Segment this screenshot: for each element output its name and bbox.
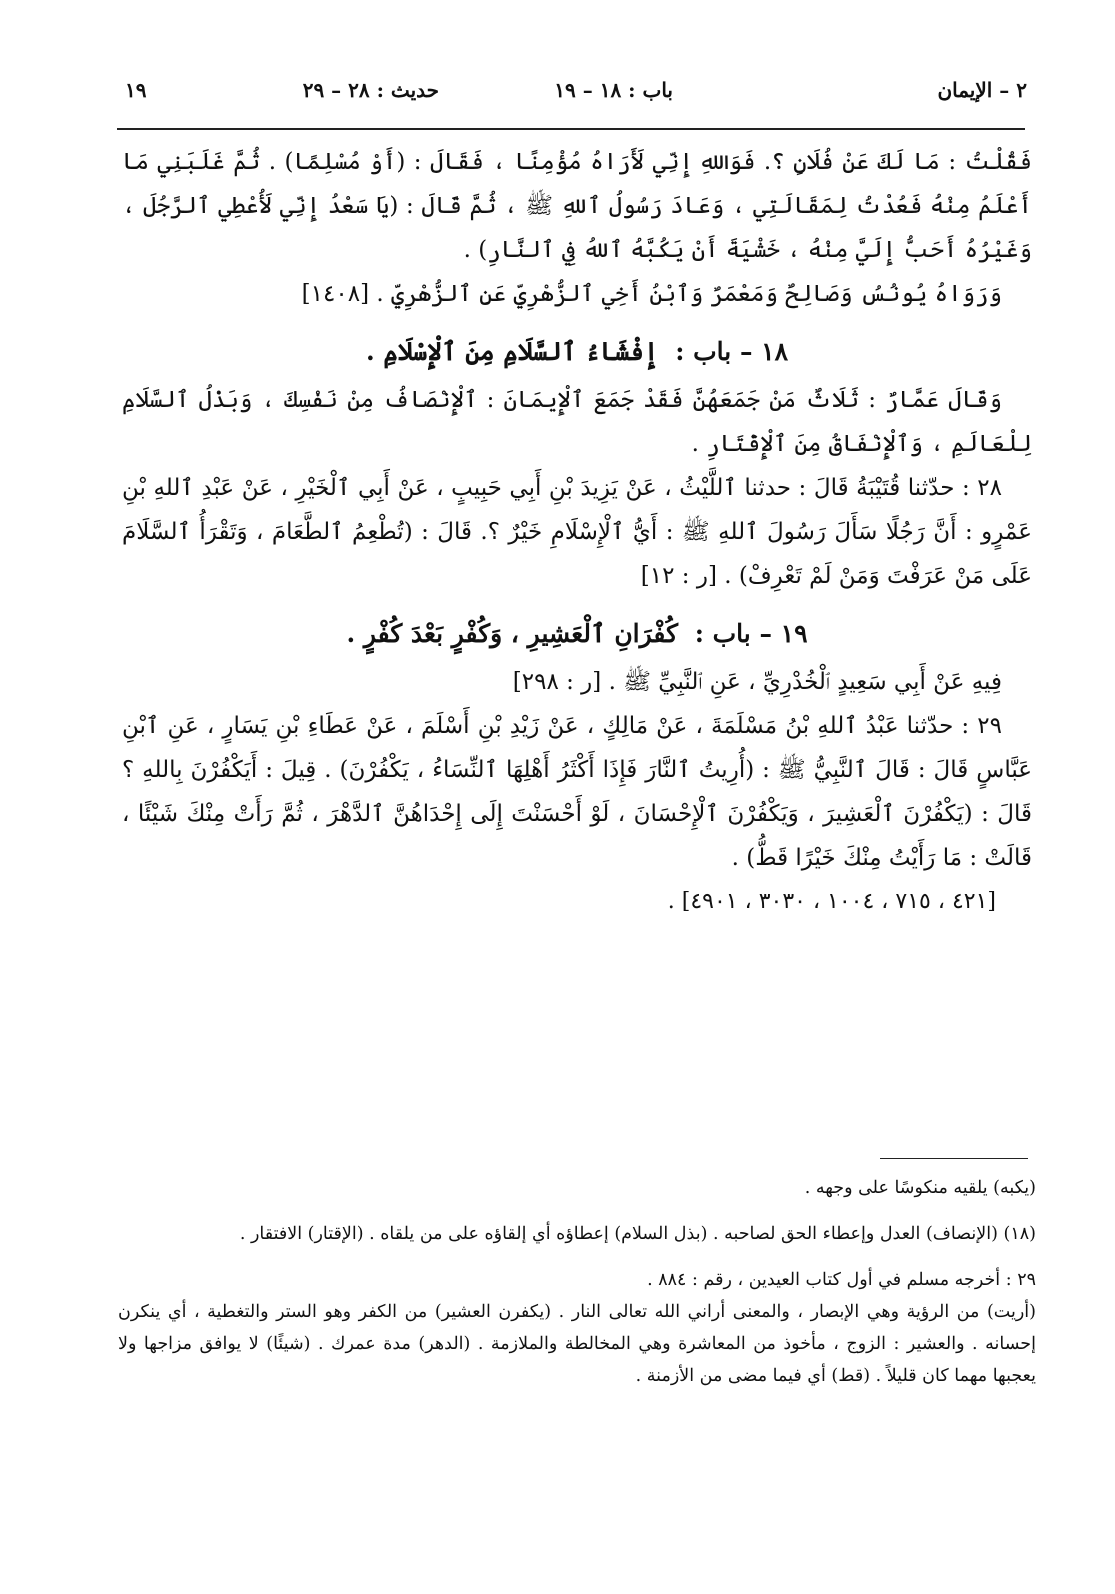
continuation-paragraph: فَقُلْتُ : مَا لَكَ عَنْ فُلَانٍ ؟. فَوَاللهِ إِنِّي لَأَرَاهُ مُؤْمِنًا ، فَقَالَ : (أَوْ مُسْلِمًا) . ثُمَّ غَلَبَنِي مَا أَعْلَمُ مِنْهُ فَعُدْتُ لِمَقَالَتِي ، وَعَادَ رَسُولُ ٱللهِ ﷺ ، ثُمَّ قَالَ : (يَا سَعْدُ إِنِّي لَأُعْطِي ٱلرَّجُلَ ، وَغَيْرُهُ أَحَبُّ إِلَيَّ مِنْهُ ، خَشْيَةَ أَنْ يَكُبَّهُ ٱللهُ فِي ٱلنَّارِ) .: [122, 149, 1032, 263]
bab-18-number: ١٨ – باب :: [675, 337, 789, 366]
bab-18-heading: [122, 330, 1032, 374]
bab-19-title: كُفْرَانِ ٱلْعَشِيرِ ، وَكُفْرٍ بَعْدَ كُفْرٍ .: [346, 619, 678, 648]
footnote-source: ٢٩ : أخرجه مسلم في أول كتاب العيدين ، رقم : ٨٨٤ .: [647, 1270, 1036, 1290]
bab-18-intro: وَقَالَ عَمَّارٌ : ثَلَاثٌ مَنْ جَمَعَهُنَّ فَقَدْ جَمَعَ ٱلْإِيمَانَ : ٱلْإِنْصَافُ مِنْ نَفْسِكَ ، وَبَذْلُ ٱلسَّلَامِ لِلْعَالَمِ ، وَٱلْإِنْفَاقُ مِنَ ٱلْإِقْتَارِ .: [122, 387, 1032, 457]
footnote-text: (١٨) (الإنصاف) العدل وإعطاء الحق لصاحبه . (بذل السلام) إعطاؤه أي إلقاؤه على من يلقاه . (الإقتار) الافتقار .: [239, 1224, 1036, 1244]
cross-references: [٤٢١ ، ٧١٥ ، ١٠٠٤ ، ٣٠٣٠ ، ٤٩٠١] .: [667, 889, 996, 914]
bab-19-intro: فِيهِ عَنْ أَبِي سَعِيدٍ ٱلْخُدْرِيِّ ، عَنِ ٱلنَّبِيِّ ﷺ . [ر : ٢٩٨]: [512, 669, 1002, 695]
hadith-29: ٢٩ : حدّثنا عَبْدُ ٱللهِ بْنُ مَسْلَمَةَ ، عَنْ مَالِكٍ ، عَنْ زَيْدِ بْنِ أَسْلَمَ ، عَنْ عَطَاءِ بْنِ يَسَارٍ ، عَنِ ٱبْنِ عَبَّاسٍ قَالَ : قَالَ ٱلنَّبِيُّ ﷺ : (أُرِيتُ ٱلنَّارَ فَإِذَا أَكْثَرُ أَهْلِهَا ٱلنِّسَاءُ ، يَكْفُرْنَ) . قِيلَ : أَيَكْفُرْنَ بِاللهِ ؟ قَالَ : (يَكْفُرْنَ ٱلْعَشِيرَ ، وَيَكْفُرْنَ ٱلْإِحْسَانَ ، لَوْ أَحْسَنْتَ إِلَى إِحْدَاهُنَّ ٱلدَّهْرَ ، ثُمَّ رَأَتْ مِنْكَ شَيْئًا ، قَالَتْ : مَا رَأَيْتُ مِنْكَ خَيْرًا قَطُّ) .: [122, 713, 1032, 871]
footnote-2: [118, 1218, 1036, 1250]
footnotes: [118, 1172, 1036, 1406]
narration-note: وَرَوَاهُ يُونُسُ وَصَالِحٌ وَمَعْمَرٌ وَٱبْنُ أَخِي ٱلزُّهْرِيِّ عَنِ ٱلزُّهْرِيِّ . [١٤٠٨]: [301, 281, 1002, 307]
footnote-1: [118, 1172, 1036, 1204]
bab-19-number: ١٩ – باب :: [694, 619, 808, 648]
chapter-title: ٢ – الإيمان: [937, 78, 1027, 102]
footnote-text: (يكبه) يلقيه منكوسًا على وجهه .: [804, 1178, 1036, 1198]
footnote-rule: [880, 1158, 1028, 1159]
footnote-text: (أريت) من الرؤية وهي الإبصار ، والمعنى أراني الله تعالى النار . (يكفرن العشير) من الكفر وهو الستر والتغطية ، أي ينكرن إحسانه . والعشير : الزوج ، مأخوذ من المعاشرة وهي المخالطة والملازمة . (الدهر) مدة عمرك . (شيئًا) لا يوافق مزاجها ولا يعجبها مهما كان قليلاً . (قط) أي فيما مضى من الأزمنة .: [118, 1302, 1036, 1386]
bab-19-heading: [122, 612, 1032, 656]
footnote-3: [118, 1264, 1036, 1392]
bab-range: باب : ١٨ – ١٩: [554, 78, 673, 102]
running-header: [125, 72, 1027, 112]
hadith-28: ٢٨ : حدّثنا قُتَيْبَةُ قَالَ : حدثنا ٱللَّيْثُ ، عَنْ يَزِيدَ بْنِ أَبِي حَبِيبٍ ، عَنْ أَبِي ٱلْخَيْرِ ، عَنْ عَبْدِ ٱللهِ بْنِ عَمْرٍو : أَنَّ رَجُلًا سَأَلَ رَسُولَ ٱللهِ ﷺ : أَيُّ ٱلْإِسْلَامِ خَيْرٌ ؟. قَالَ : (تُطْعِمُ ٱلطَّعَامَ ، وَتَقْرَأُ ٱلسَّلَامَ عَلَى مَنْ عَرَفْتَ وَمَنْ لَمْ تَعْرِفْ) . [ر : ١٢]: [122, 475, 1033, 589]
bab-18-title: إِفْشَاءُ ٱلسَّلَامِ مِنَ ٱلْإِسْلَامِ .: [365, 337, 659, 366]
main-text: [122, 140, 1032, 924]
page-number: ١٩: [125, 78, 147, 102]
hadith-range: حديث : ٢٨ – ٢٩: [302, 78, 439, 102]
header-rule: [117, 128, 1025, 130]
